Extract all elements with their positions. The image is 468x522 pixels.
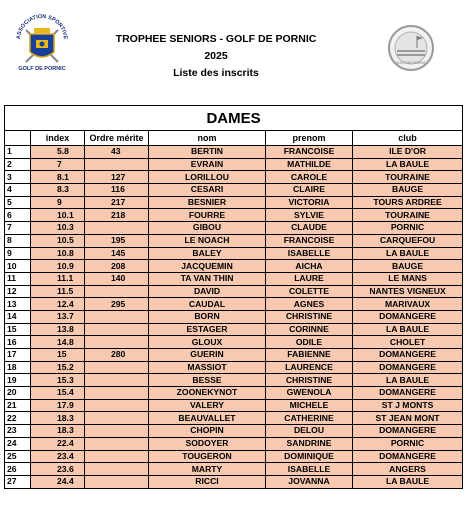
firstname-cell: AGNES — [266, 298, 353, 311]
name-cell: TA VAN THIN — [149, 272, 266, 285]
name-cell: BORN — [149, 310, 266, 323]
club-cell: MARIVAUX — [353, 298, 463, 311]
club-cell: DOMANGERE — [353, 310, 463, 323]
name-cell: CESARI — [149, 184, 266, 197]
table-row — [5, 285, 463, 298]
order-merit-cell — [85, 285, 149, 298]
table-row — [5, 171, 463, 184]
firstname-cell: FABIENNE — [266, 349, 353, 362]
club-cell: DOMANGERE — [353, 361, 463, 374]
name-cell: VALERY — [149, 399, 266, 412]
name-cell: EVRAIN — [149, 158, 266, 171]
index-cell: 11.5 — [31, 285, 85, 298]
logo-text-top: ASSOCIATION SPORTIVE — [15, 13, 69, 40]
firstname-cell: DOMINIQUE — [266, 450, 353, 463]
firstname-cell: COLETTE — [266, 285, 353, 298]
order-merit-cell: 208 — [85, 260, 149, 273]
order-merit-cell: 43 — [85, 146, 149, 159]
row-number: 7 — [5, 222, 31, 235]
club-cell: ILE D'OR — [353, 146, 463, 159]
name-cell: LE NOACH — [149, 234, 266, 247]
table-banner-row — [5, 106, 463, 131]
club-cell: TOURAINE — [353, 209, 463, 222]
index-cell: 24.4 — [31, 475, 85, 488]
row-number: 11 — [5, 272, 31, 285]
table-row — [5, 234, 463, 247]
table-row — [5, 209, 463, 222]
name-cell: DAVID — [149, 285, 266, 298]
club-cell: ST J MONTS — [353, 399, 463, 412]
firstname-cell: CATHERINE — [266, 412, 353, 425]
firstname-cell: AICHA — [266, 260, 353, 273]
club-cell: NANTES VIGNEUX — [353, 285, 463, 298]
order-merit-cell — [85, 374, 149, 387]
index-cell: 22.4 — [31, 437, 85, 450]
firstname-cell: FRANCOISE — [266, 146, 353, 159]
order-merit-cell: 217 — [85, 196, 149, 209]
index-cell: 12.4 — [31, 298, 85, 311]
firstname-cell: SYLVIE — [266, 209, 353, 222]
row-number: 1 — [5, 146, 31, 159]
index-cell: 8.1 — [31, 171, 85, 184]
order-merit-cell — [85, 463, 149, 476]
logo-text-bottom: GOLF DE PORNIC — [18, 66, 66, 72]
firstname-cell: CHRISTINE — [266, 310, 353, 323]
row-number: 17 — [5, 349, 31, 362]
row-number: 9 — [5, 247, 31, 260]
table-row — [5, 158, 463, 171]
row-number: 8 — [5, 234, 31, 247]
row-number: 23 — [5, 425, 31, 438]
order-merit-cell — [85, 222, 149, 235]
category-banner: DAMES — [5, 106, 463, 131]
club-cell: DOMANGERE — [353, 387, 463, 400]
table-row — [5, 361, 463, 374]
row-number: 6 — [5, 209, 31, 222]
name-cell: LORILLOU — [149, 171, 266, 184]
order-merit-cell: 295 — [85, 298, 149, 311]
row-number: 16 — [5, 336, 31, 349]
row-number: 25 — [5, 450, 31, 463]
firstname-cell: SANDRINE — [266, 437, 353, 450]
index-cell: 15.3 — [31, 374, 85, 387]
table-row — [5, 463, 463, 476]
club-cell: LE MANS — [353, 272, 463, 285]
row-number: 18 — [5, 361, 31, 374]
firstname-cell: LAURENCE — [266, 361, 353, 374]
name-cell: BALEY — [149, 247, 266, 260]
index-cell: 13.7 — [31, 310, 85, 323]
header-year: 2025 — [204, 50, 228, 62]
row-number: 21 — [5, 399, 31, 412]
firstname-cell: ISABELLE — [266, 463, 353, 476]
row-number: 2 — [5, 158, 31, 171]
index-cell: 14.8 — [31, 336, 85, 349]
table-row — [5, 222, 463, 235]
table-row — [5, 475, 463, 488]
club-cell: ANGERS — [353, 463, 463, 476]
index-cell: 10.1 — [31, 209, 85, 222]
order-merit-cell — [85, 437, 149, 450]
name-cell: GIBOU — [149, 222, 266, 235]
registrants-table — [4, 105, 463, 489]
table-row — [5, 349, 463, 362]
order-merit-cell — [85, 361, 149, 374]
association-sportive-logo — [12, 10, 72, 74]
table-row — [5, 310, 463, 323]
index-cell: 15 — [31, 349, 85, 362]
name-cell: BERTIN — [149, 146, 266, 159]
name-cell: BEAUVALLET — [149, 412, 266, 425]
index-cell: 11.1 — [31, 272, 85, 285]
header-cell-name: nom — [149, 131, 266, 146]
registrants-sheet — [4, 105, 466, 489]
club-cell: DOMANGERE — [353, 349, 463, 362]
firstname-cell: MATHILDE — [266, 158, 353, 171]
name-cell: MARTY — [149, 463, 266, 476]
club-cell: LA BAULE — [353, 374, 463, 387]
club-cell: LA BAULE — [353, 247, 463, 260]
order-merit-cell: 127 — [85, 171, 149, 184]
row-number: 5 — [5, 196, 31, 209]
club-cell: LA BAULE — [353, 475, 463, 488]
row-number: 27 — [5, 475, 31, 488]
club-cell: PORNIC — [353, 437, 463, 450]
table-row — [5, 425, 463, 438]
order-merit-cell — [85, 310, 149, 323]
order-merit-cell — [85, 450, 149, 463]
table-row — [5, 387, 463, 400]
table-header-row — [5, 131, 463, 146]
table-row — [5, 272, 463, 285]
club-cell: LA BAULE — [353, 323, 463, 336]
order-merit-cell: 140 — [85, 272, 149, 285]
table-row — [5, 298, 463, 311]
order-merit-cell — [85, 412, 149, 425]
name-cell: CAUDAL — [149, 298, 266, 311]
name-cell: FOURRE — [149, 209, 266, 222]
firstname-cell: CLAIRE — [266, 184, 353, 197]
index-cell: 7 — [31, 158, 85, 171]
firstname-cell: LAURE — [266, 272, 353, 285]
table-row — [5, 450, 463, 463]
table-row — [5, 196, 463, 209]
name-cell: GLOUX — [149, 336, 266, 349]
club-cell: ST JEAN MONT — [353, 412, 463, 425]
name-cell: BESNIER — [149, 196, 266, 209]
club-cell: DOMANGERE — [353, 425, 463, 438]
row-number: 19 — [5, 374, 31, 387]
firstname-cell: CORINNE — [266, 323, 353, 336]
order-merit-cell — [85, 323, 149, 336]
header-cell-number — [5, 131, 31, 146]
row-number: 15 — [5, 323, 31, 336]
club-cell: TOURS ARDREE — [353, 196, 463, 209]
club-cell: PORNIC — [353, 222, 463, 235]
document-header — [100, 31, 332, 82]
index-cell: 18.3 — [31, 412, 85, 425]
index-cell: 10.8 — [31, 247, 85, 260]
index-cell: 9 — [31, 196, 85, 209]
index-cell: 23.4 — [31, 450, 85, 463]
table-row — [5, 374, 463, 387]
firstname-cell: ODILE — [266, 336, 353, 349]
order-merit-cell — [85, 399, 149, 412]
firstname-cell: DELOU — [266, 425, 353, 438]
club-cell: LA BAULE — [353, 158, 463, 171]
index-cell: 15.4 — [31, 387, 85, 400]
order-merit-cell — [85, 336, 149, 349]
order-merit-cell: 218 — [85, 209, 149, 222]
name-cell: RICCI — [149, 475, 266, 488]
row-number: 4 — [5, 184, 31, 197]
order-merit-cell: 280 — [85, 349, 149, 362]
table-row — [5, 336, 463, 349]
name-cell: ESTAGER — [149, 323, 266, 336]
firstname-cell: ISABELLE — [266, 247, 353, 260]
table-row — [5, 323, 463, 336]
index-cell: 5.8 — [31, 146, 85, 159]
name-cell: JACQUEMIN — [149, 260, 266, 273]
index-cell: 15.2 — [31, 361, 85, 374]
order-merit-cell — [85, 425, 149, 438]
index-cell: 10.5 — [31, 234, 85, 247]
club-cell: DOMANGERE — [353, 450, 463, 463]
row-number: 22 — [5, 412, 31, 425]
table-row — [5, 247, 463, 260]
firstname-cell: CAROLE — [266, 171, 353, 184]
name-cell: MASSIOT — [149, 361, 266, 374]
club-cell: BAUGE — [353, 260, 463, 273]
row-number: 13 — [5, 298, 31, 311]
firstname-cell: JOVANNA — [266, 475, 353, 488]
table-row — [5, 437, 463, 450]
index-cell: 8.3 — [31, 184, 85, 197]
firstname-cell: FRANCOISE — [266, 234, 353, 247]
table-row — [5, 184, 463, 197]
order-merit-cell — [85, 387, 149, 400]
club-cell: BAUGE — [353, 184, 463, 197]
row-number: 24 — [5, 437, 31, 450]
order-merit-cell: 116 — [85, 184, 149, 197]
club-cell: CARQUEFOU — [353, 234, 463, 247]
row-number: 12 — [5, 285, 31, 298]
table-row — [5, 412, 463, 425]
header-cell-order-merit: Ordre mérite — [85, 131, 149, 146]
logo-right-text: GOLF DE PORNIC — [395, 61, 427, 65]
club-cell: CHOLET — [353, 336, 463, 349]
header-cell-club: club — [353, 131, 463, 146]
order-merit-cell: 145 — [85, 247, 149, 260]
row-number: 14 — [5, 310, 31, 323]
firstname-cell: VICTORIA — [266, 196, 353, 209]
table-row — [5, 260, 463, 273]
firstname-cell: CHRISTINE — [266, 374, 353, 387]
table-row — [5, 146, 463, 159]
index-cell: 10.9 — [31, 260, 85, 273]
index-cell: 13.8 — [31, 323, 85, 336]
index-cell: 23.6 — [31, 463, 85, 476]
row-number: 10 — [5, 260, 31, 273]
name-cell: BESSE — [149, 374, 266, 387]
name-cell: ZOONEKYNOT — [149, 387, 266, 400]
firstname-cell: MICHELE — [266, 399, 353, 412]
row-number: 3 — [5, 171, 31, 184]
name-cell: TOUGERON — [149, 450, 266, 463]
header-cell-firstname: prenom — [266, 131, 353, 146]
golf-de-pornic-logo — [387, 24, 435, 72]
index-cell: 17.9 — [31, 399, 85, 412]
firstname-cell: GWENOLA — [266, 387, 353, 400]
order-merit-cell — [85, 475, 149, 488]
firstname-cell: CLAUDE — [266, 222, 353, 235]
name-cell: SODOYER — [149, 437, 266, 450]
header-subtitle: Liste des inscrits — [173, 67, 259, 79]
name-cell: GUERIN — [149, 349, 266, 362]
club-cell: TOURAINE — [353, 171, 463, 184]
index-cell: 10.3 — [31, 222, 85, 235]
row-number: 20 — [5, 387, 31, 400]
header-title: TROPHEE SENIORS - GOLF DE PORNIC — [115, 33, 317, 45]
index-cell: 18.3 — [31, 425, 85, 438]
header-cell-index: index — [31, 131, 85, 146]
row-number: 26 — [5, 463, 31, 476]
name-cell: CHOPIN — [149, 425, 266, 438]
order-merit-cell — [85, 158, 149, 171]
order-merit-cell: 195 — [85, 234, 149, 247]
table-row — [5, 399, 463, 412]
